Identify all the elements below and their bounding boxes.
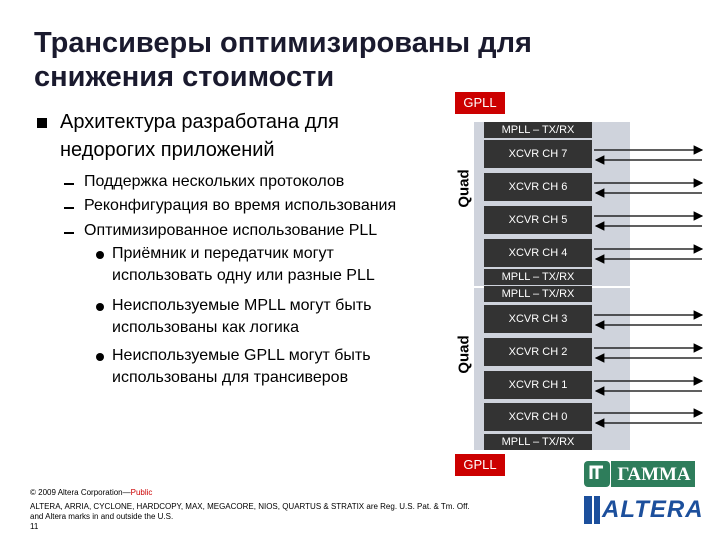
bullet-dot-icon xyxy=(96,353,104,361)
xcvr-ch2: XCVR CH 2 xyxy=(484,338,592,366)
main-bullet-line-2: недорогих приложений xyxy=(60,139,275,161)
gpll-bottom-block: GPLL xyxy=(455,454,505,476)
xcvr-ch3: XCVR CH 3 xyxy=(484,305,592,333)
sub-bullet-2: Реконфигурация во время использования xyxy=(84,197,397,214)
mpll-block-1: MPLL – TX/RX xyxy=(484,122,592,138)
footer-copyright-line xyxy=(30,488,470,498)
mpll-block-4: MPLL – TX/RX xyxy=(484,434,592,450)
footer-trademarks-2: and Altera marks in and outside the U.S. xyxy=(30,512,174,521)
xcvr-ch0: XCVR CH 0 xyxy=(484,403,592,431)
bullet-dot-icon xyxy=(96,303,104,311)
item-2-line-2: использованы как логика xyxy=(112,319,300,336)
item-3-line-2: использованы для трансиверов xyxy=(112,369,349,386)
item-1-line-1: Приёмник и передатчик могут xyxy=(112,245,334,262)
bullet-square-icon xyxy=(37,118,47,128)
dash-icon xyxy=(64,232,74,234)
bullet-dot-icon xyxy=(96,251,104,259)
item-2-line-1: Неиспользуемые MPLL могут быть xyxy=(112,297,372,314)
sub-bullet-3: Оптимизированное использование PLL xyxy=(84,222,378,239)
sub-bullet-1: Поддержка нескольких протоколов xyxy=(84,173,345,190)
quad-bottom-label: Quad xyxy=(455,335,473,374)
xcvr-ch6: XCVR CH 6 xyxy=(484,173,592,201)
dash-icon xyxy=(64,207,74,209)
mpll-block-3: MPLL – TX/RX xyxy=(484,286,592,302)
xcvr-ch4: XCVR CH 4 xyxy=(484,239,592,267)
footer-trademarks: ALTERA, ARRIA, CYCLONE, HARDCOPY, MAX, MEGACORE, NIOS, QUARTUS & STRATIX are Reg. U.S. Pat. & Tm. Off. xyxy=(30,502,470,511)
quad-top-label: Quad xyxy=(455,169,473,208)
channel-arrows xyxy=(592,120,712,450)
slide-title xyxy=(34,26,634,94)
title-line-2: снижения стоимости xyxy=(34,61,335,93)
xcvr-ch7: XCVR CH 7 xyxy=(484,140,592,168)
altera-logo-text: ALTERA xyxy=(602,496,704,523)
item-1-line-2: использовать одну или разные PLL xyxy=(112,267,375,284)
xcvr-ch1: XCVR CH 1 xyxy=(484,371,592,399)
dash-icon xyxy=(64,183,74,185)
xcvr-ch5: XCVR CH 5 xyxy=(484,206,592,234)
footer-page-number: 11 xyxy=(30,522,39,531)
main-bullet-line-1: Архитектура разработана для xyxy=(60,111,339,133)
title-line-1: Трансиверы оптимизированы для xyxy=(34,27,532,59)
footer xyxy=(30,488,470,532)
altera-logo xyxy=(584,494,704,526)
footer-copyright: © 2009 Altera Corporation— xyxy=(30,488,131,497)
mpll-block-2: MPLL – TX/RX xyxy=(484,269,592,285)
footer-public: Public xyxy=(130,488,153,497)
gpll-top-block: GPLL xyxy=(455,92,505,114)
gamma-logo xyxy=(584,458,696,492)
item-3-line-1: Неиспользуемые GPLL могут быть xyxy=(112,347,371,364)
gamma-logo-text: ГАММА xyxy=(617,464,691,485)
